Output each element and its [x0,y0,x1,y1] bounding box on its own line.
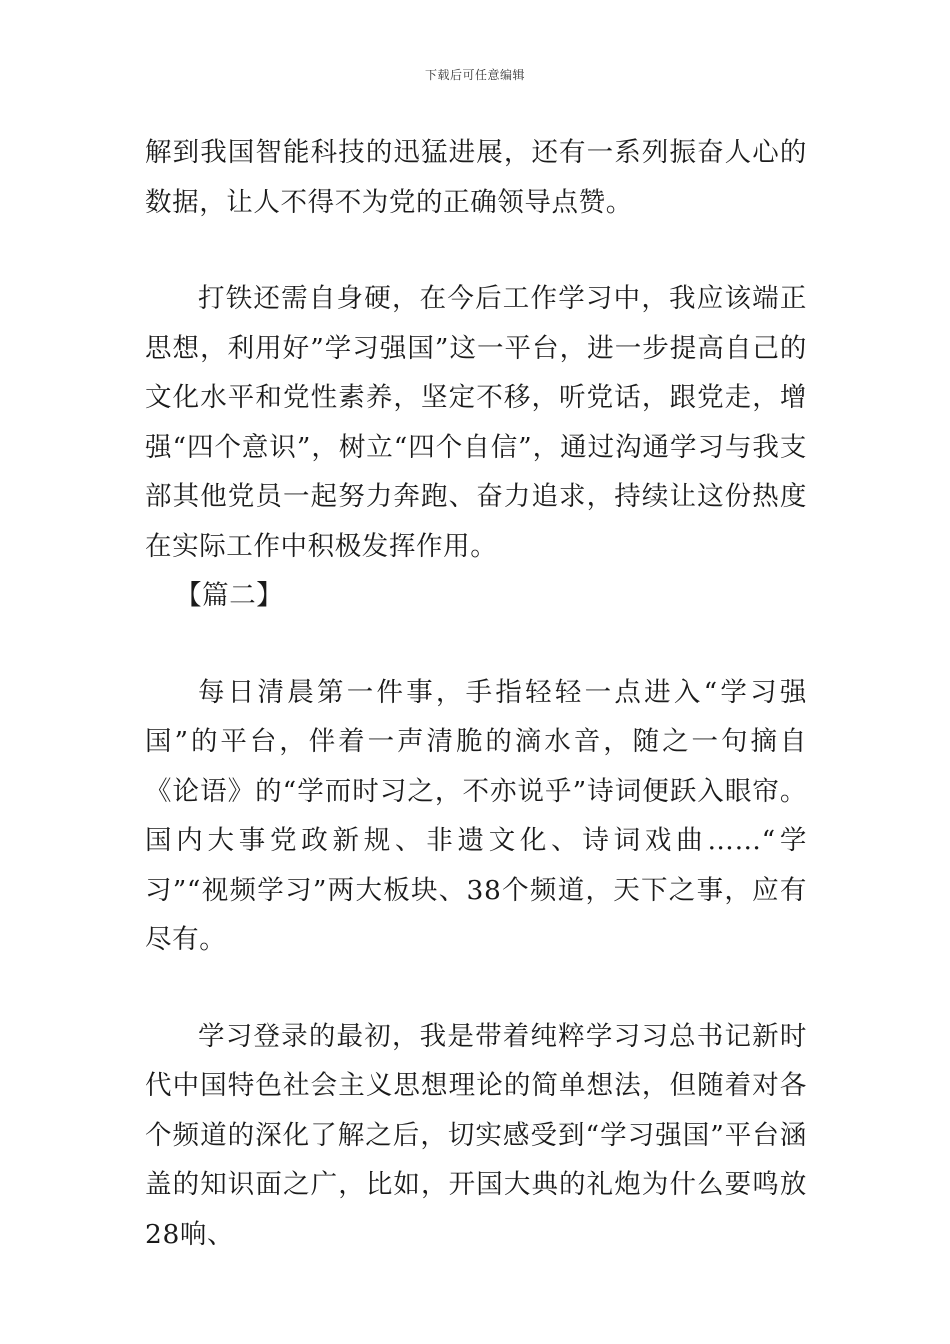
page-header-note: 下载后可任意编辑 [424,68,525,82]
paragraph-continuation: 解到我国智能科技的迅猛进展，还有一系列振奋人心的数据，让人不得不为党的正确领导点赞。 [145,137,807,218]
paragraph-morning-routine: 每日清晨第一件事，手指轻轻一点进入“学习强国”的平台，伴着一声清脆的滴水音，随之一句摘自《论语》的“学而时习之，不亦说乎”诗词便跃入眼帘。国内大事党政新规、非遗文化、诗词戏曲……“学习”“视频学习”两大板块、38个频道，天下之事，应有尽有。 [145,676,807,955]
document-body [145,128,807,1259]
paragraph-resolution: 打铁还需自身硬，在今后工作学习中，我应该端正思想，利用好”学习强国”这一平台，进一步提高自己的文化水平和党性素养，坚定不移，听党话，跟党走，增强“四个意识”，树立“四个自信”，通过沟通学习与我支部其他党员一起努力奔跑、奋力追求，持续让这份热度在实际工作中积极发挥作用。 [145,283,807,562]
section-heading: 【篇二】 [175,580,284,611]
paragraph-initial-study: 学习登录的最初，我是带着纯粹学习习总书记新时代中国特色社会主义思想理论的简单想法，但随着对各个频道的深化了解之后，切实感受到“学习强国”平台涵盖的知识面之广，比如，开国大典的礼炮为什么要鸣放28响、 [145,1020,807,1250]
